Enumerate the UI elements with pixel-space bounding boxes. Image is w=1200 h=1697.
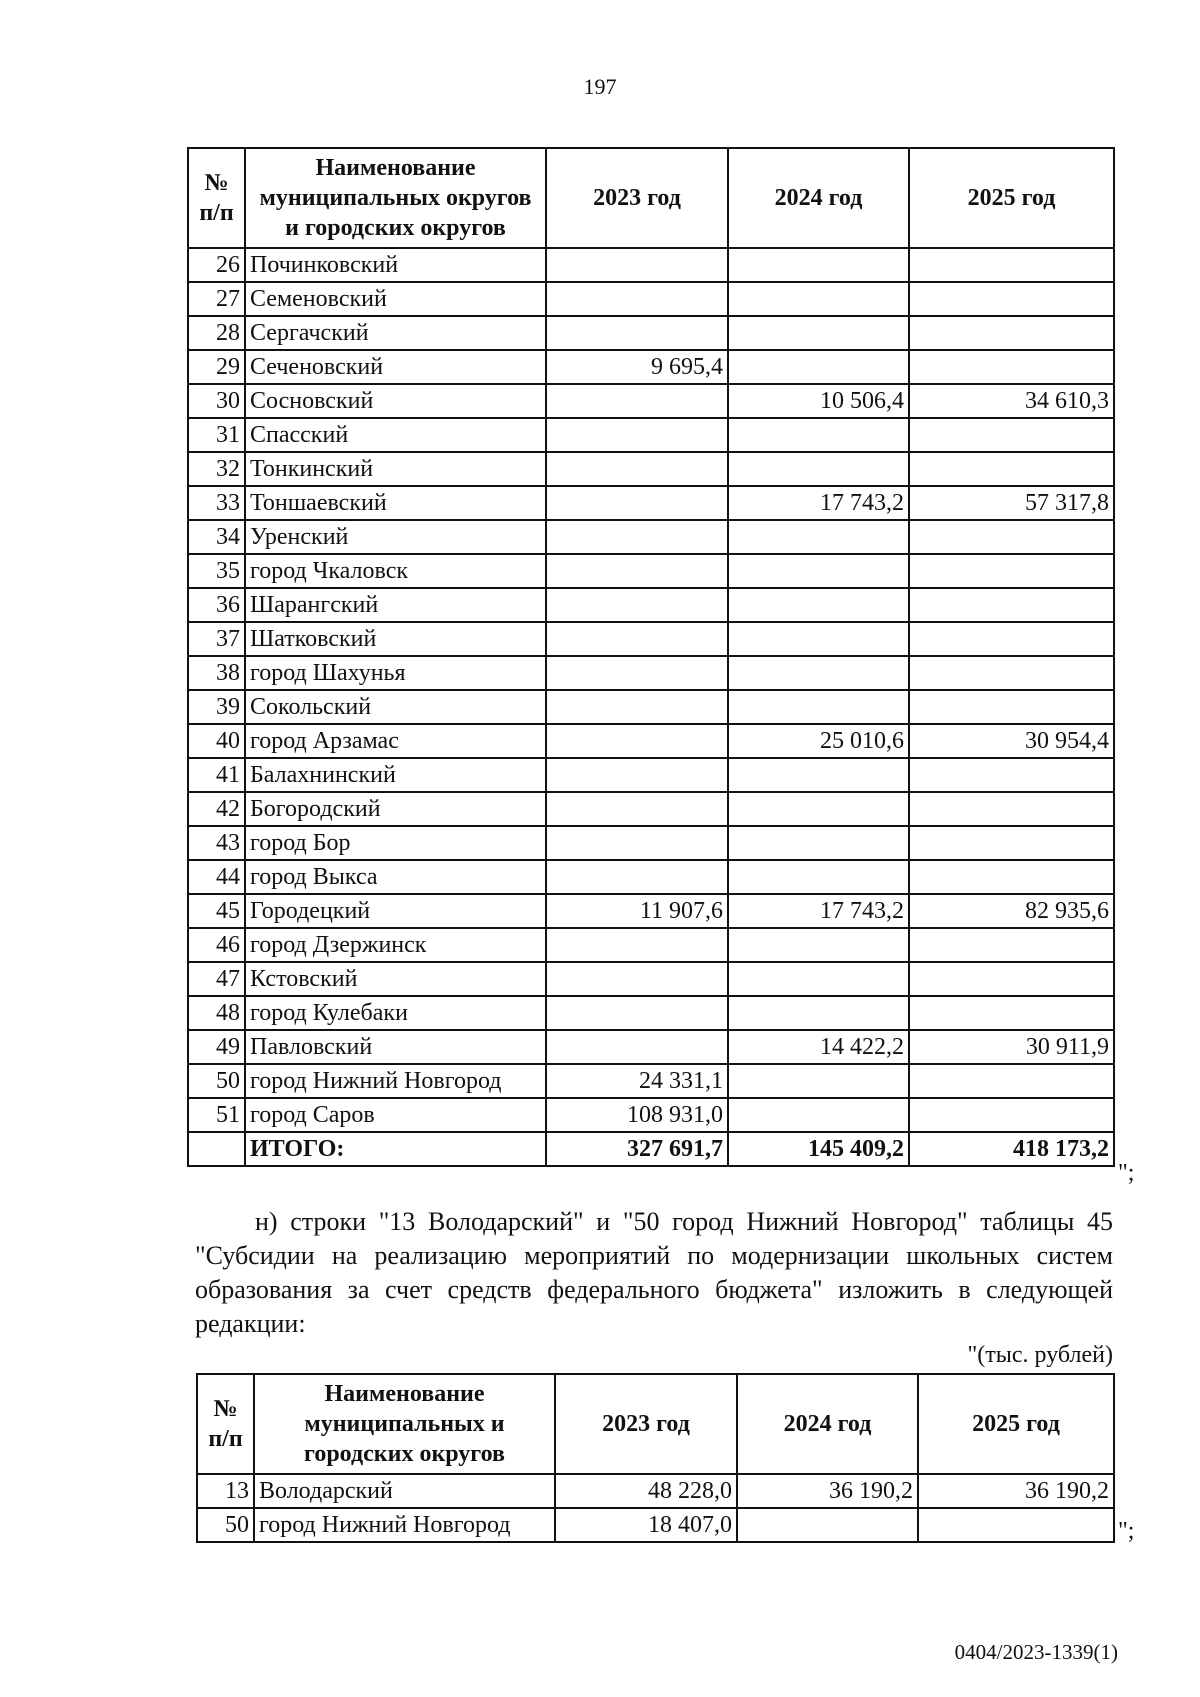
- table-row: [188, 1098, 1114, 1132]
- row-name: Шатковский: [245, 622, 546, 656]
- row-name: Шарангский: [245, 588, 546, 622]
- row-value-2025: 82 935,6: [909, 894, 1114, 928]
- row-value-2024: [728, 554, 909, 588]
- row-value-2025: [909, 758, 1114, 792]
- row-name: Сосновский: [245, 384, 546, 418]
- row-value-2024: [728, 996, 909, 1030]
- row-value-2023: 18 407,0: [555, 1508, 737, 1542]
- row-value-2023: [546, 996, 728, 1030]
- row-name: город Арзамас: [245, 724, 546, 758]
- row-name: Сеченовский: [245, 350, 546, 384]
- row-value-2023: [546, 962, 728, 996]
- row-value-2024: 10 506,4: [728, 384, 909, 418]
- row-value-2023: [546, 316, 728, 350]
- row-value-2023: [546, 520, 728, 554]
- total-2024: 145 409,2: [728, 1132, 909, 1166]
- row-name: город Кулебаки: [245, 996, 546, 1030]
- row-num: 37: [188, 622, 245, 656]
- table-row: [188, 1030, 1114, 1064]
- table-row: [188, 418, 1114, 452]
- table-row: [188, 928, 1114, 962]
- header-num: № п/п: [197, 1374, 254, 1474]
- table1-closing-quote: ";: [1118, 1160, 1135, 1186]
- header-name: Наименование муниципальных округов и городских округов: [245, 148, 546, 248]
- row-value-2025: 34 610,3: [909, 384, 1114, 418]
- row-num: 33: [188, 486, 245, 520]
- row-value-2025: [909, 826, 1114, 860]
- row-num: 50: [197, 1508, 254, 1542]
- row-name: Городецкий: [245, 894, 546, 928]
- row-value-2023: [546, 1030, 728, 1064]
- row-value-2025: 36 190,2: [918, 1474, 1114, 1508]
- school-modernization-table: [196, 1373, 1115, 1543]
- row-name: город Саров: [245, 1098, 546, 1132]
- row-num: 26: [188, 248, 245, 282]
- row-name: город Шахунья: [245, 656, 546, 690]
- row-num: 51: [188, 1098, 245, 1132]
- row-value-2025: [918, 1508, 1114, 1542]
- row-value-2024: [728, 860, 909, 894]
- table-row: [188, 724, 1114, 758]
- row-value-2024: [737, 1508, 918, 1542]
- table-row: [197, 1474, 1114, 1508]
- row-value-2024: [728, 1098, 909, 1132]
- row-value-2024: [728, 928, 909, 962]
- row-num: 48: [188, 996, 245, 1030]
- row-value-2023: [546, 860, 728, 894]
- row-value-2024: [728, 656, 909, 690]
- row-value-2025: [909, 282, 1114, 316]
- row-value-2024: 36 190,2: [737, 1474, 918, 1508]
- row-name: город Бор: [245, 826, 546, 860]
- row-value-2024: [728, 1064, 909, 1098]
- row-value-2023: [546, 724, 728, 758]
- row-value-2023: [546, 248, 728, 282]
- row-num: 30: [188, 384, 245, 418]
- row-value-2024: [728, 452, 909, 486]
- row-value-2024: [728, 792, 909, 826]
- row-num: 47: [188, 962, 245, 996]
- total-label: ИТОГО:: [245, 1132, 546, 1166]
- row-name: Богородский: [245, 792, 546, 826]
- header-num: № п/п: [188, 148, 245, 248]
- table2-closing-quote: ";: [1118, 1518, 1135, 1544]
- row-name: Сергачский: [245, 316, 546, 350]
- row-name: Уренский: [245, 520, 546, 554]
- table-row: [188, 554, 1114, 588]
- row-name: Сокольский: [245, 690, 546, 724]
- row-value-2023: 9 695,4: [546, 350, 728, 384]
- row-value-2023: 108 931,0: [546, 1098, 728, 1132]
- row-value-2025: [909, 520, 1114, 554]
- row-value-2023: [546, 622, 728, 656]
- row-num: 38: [188, 656, 245, 690]
- row-value-2025: [909, 792, 1114, 826]
- row-name: город Чкаловск: [245, 554, 546, 588]
- row-value-2023: [546, 418, 728, 452]
- total-num-cell: [188, 1132, 245, 1166]
- row-num: 45: [188, 894, 245, 928]
- row-name: Семеновский: [245, 282, 546, 316]
- row-value-2025: [909, 622, 1114, 656]
- table-row: [188, 622, 1114, 656]
- row-value-2024: [728, 690, 909, 724]
- row-value-2024: [728, 826, 909, 860]
- table-row: [188, 588, 1114, 622]
- row-value-2023: [546, 928, 728, 962]
- row-value-2025: [909, 588, 1114, 622]
- row-value-2025: [909, 316, 1114, 350]
- row-value-2025: [909, 690, 1114, 724]
- row-value-2023: [546, 282, 728, 316]
- row-value-2024: [728, 588, 909, 622]
- row-num: 41: [188, 758, 245, 792]
- row-value-2025: [909, 350, 1114, 384]
- row-num: 40: [188, 724, 245, 758]
- row-name: город Нижний Новгород: [254, 1508, 555, 1542]
- row-value-2025: 57 317,8: [909, 486, 1114, 520]
- row-value-2023: [546, 826, 728, 860]
- header-name: Наименование муниципальных и городских округов: [254, 1374, 555, 1474]
- row-value-2023: [546, 656, 728, 690]
- row-value-2025: 30 954,4: [909, 724, 1114, 758]
- row-value-2024: [728, 282, 909, 316]
- row-value-2024: [728, 316, 909, 350]
- row-num: 36: [188, 588, 245, 622]
- row-value-2025: [909, 656, 1114, 690]
- table-row: [188, 486, 1114, 520]
- header-2023: 2023 год: [555, 1374, 737, 1474]
- table-row: [188, 520, 1114, 554]
- row-value-2023: [546, 452, 728, 486]
- row-name: город Нижний Новгород: [245, 1064, 546, 1098]
- table-row: [188, 452, 1114, 486]
- row-num: 32: [188, 452, 245, 486]
- table-row: [188, 656, 1114, 690]
- row-value-2024: 17 743,2: [728, 486, 909, 520]
- row-name: Кстовский: [245, 962, 546, 996]
- row-num: 35: [188, 554, 245, 588]
- row-value-2024: [728, 758, 909, 792]
- row-name: город Дзержинск: [245, 928, 546, 962]
- total-2025: 418 173,2: [909, 1132, 1114, 1166]
- row-value-2024: 25 010,6: [728, 724, 909, 758]
- row-value-2024: 17 743,2: [728, 894, 909, 928]
- table-body: [197, 1474, 1114, 1542]
- row-value-2024: [728, 350, 909, 384]
- row-num: 39: [188, 690, 245, 724]
- row-num: 49: [188, 1030, 245, 1064]
- row-name: Тонкинский: [245, 452, 546, 486]
- row-value-2024: 14 422,2: [728, 1030, 909, 1064]
- row-value-2023: 48 228,0: [555, 1474, 737, 1508]
- row-value-2023: [546, 588, 728, 622]
- row-name: город Выкса: [245, 860, 546, 894]
- row-value-2025: [909, 860, 1114, 894]
- row-value-2025: [909, 996, 1114, 1030]
- row-name: Балахнинский: [245, 758, 546, 792]
- row-value-2025: 30 911,9: [909, 1030, 1114, 1064]
- table-row: [188, 996, 1114, 1030]
- document-code: 0404/2023-1339(1): [954, 1640, 1118, 1664]
- table-body: [188, 248, 1114, 1132]
- row-name: Павловский: [245, 1030, 546, 1064]
- table-header-row: [197, 1374, 1114, 1474]
- row-name: Володарский: [254, 1474, 555, 1508]
- header-2024: 2024 год: [737, 1374, 918, 1474]
- row-value-2024: [728, 520, 909, 554]
- row-num: 43: [188, 826, 245, 860]
- header-2023: 2023 год: [546, 148, 728, 248]
- total-row: [188, 1132, 1114, 1166]
- row-num: 29: [188, 350, 245, 384]
- row-value-2023: [546, 690, 728, 724]
- row-num: 31: [188, 418, 245, 452]
- row-name: Тоншаевский: [245, 486, 546, 520]
- table-row: [188, 690, 1114, 724]
- row-value-2023: [546, 792, 728, 826]
- row-num: 28: [188, 316, 245, 350]
- row-value-2023: 11 907,6: [546, 894, 728, 928]
- header-2024: 2024 год: [728, 148, 909, 248]
- page-number: 197: [583, 74, 617, 99]
- amendment-paragraph: н) строки "13 Володарский" и "50 город Нижний Новгород" таблицы 45 "Субсидии на реализацию мероприятий по модернизации школьных систем образования за счет средств федерального бюджета" изложить в следующей редакции:: [195, 1207, 1113, 1338]
- row-value-2024: [728, 622, 909, 656]
- table-row: [188, 962, 1114, 996]
- table-row: [188, 282, 1114, 316]
- table-row: [188, 826, 1114, 860]
- row-value-2025: [909, 418, 1114, 452]
- row-num: 42: [188, 792, 245, 826]
- table-row: [188, 316, 1114, 350]
- row-value-2025: [909, 1064, 1114, 1098]
- table-row: [188, 860, 1114, 894]
- row-value-2023: [546, 554, 728, 588]
- row-value-2025: [909, 1098, 1114, 1132]
- table-row: [188, 1064, 1114, 1098]
- row-num: 27: [188, 282, 245, 316]
- row-value-2025: [909, 248, 1114, 282]
- header-2025: 2025 год: [909, 148, 1114, 248]
- row-value-2024: [728, 418, 909, 452]
- row-value-2024: [728, 248, 909, 282]
- row-num: 46: [188, 928, 245, 962]
- row-name: Починковский: [245, 248, 546, 282]
- total-2023: 327 691,7: [546, 1132, 728, 1166]
- subsidy-table-continuation: [187, 147, 1115, 1167]
- table-row: [188, 792, 1114, 826]
- row-num: 34: [188, 520, 245, 554]
- table-row: [188, 384, 1114, 418]
- row-num: 13: [197, 1474, 254, 1508]
- row-value-2025: [909, 928, 1114, 962]
- row-num: 50: [188, 1064, 245, 1098]
- row-name: Спасский: [245, 418, 546, 452]
- table-row: [188, 350, 1114, 384]
- units-label: "(тыс. рублей): [967, 1342, 1113, 1368]
- row-value-2023: [546, 486, 728, 520]
- row-value-2025: [909, 452, 1114, 486]
- row-value-2023: [546, 758, 728, 792]
- row-value-2024: [728, 962, 909, 996]
- row-value-2023: 24 331,1: [546, 1064, 728, 1098]
- header-2025: 2025 год: [918, 1374, 1114, 1474]
- table-row: [188, 894, 1114, 928]
- table-header-row: [188, 148, 1114, 248]
- table-row: [197, 1508, 1114, 1542]
- table-row: [188, 758, 1114, 792]
- row-value-2025: [909, 554, 1114, 588]
- row-value-2025: [909, 962, 1114, 996]
- row-num: 44: [188, 860, 245, 894]
- table-row: [188, 248, 1114, 282]
- row-value-2023: [546, 384, 728, 418]
